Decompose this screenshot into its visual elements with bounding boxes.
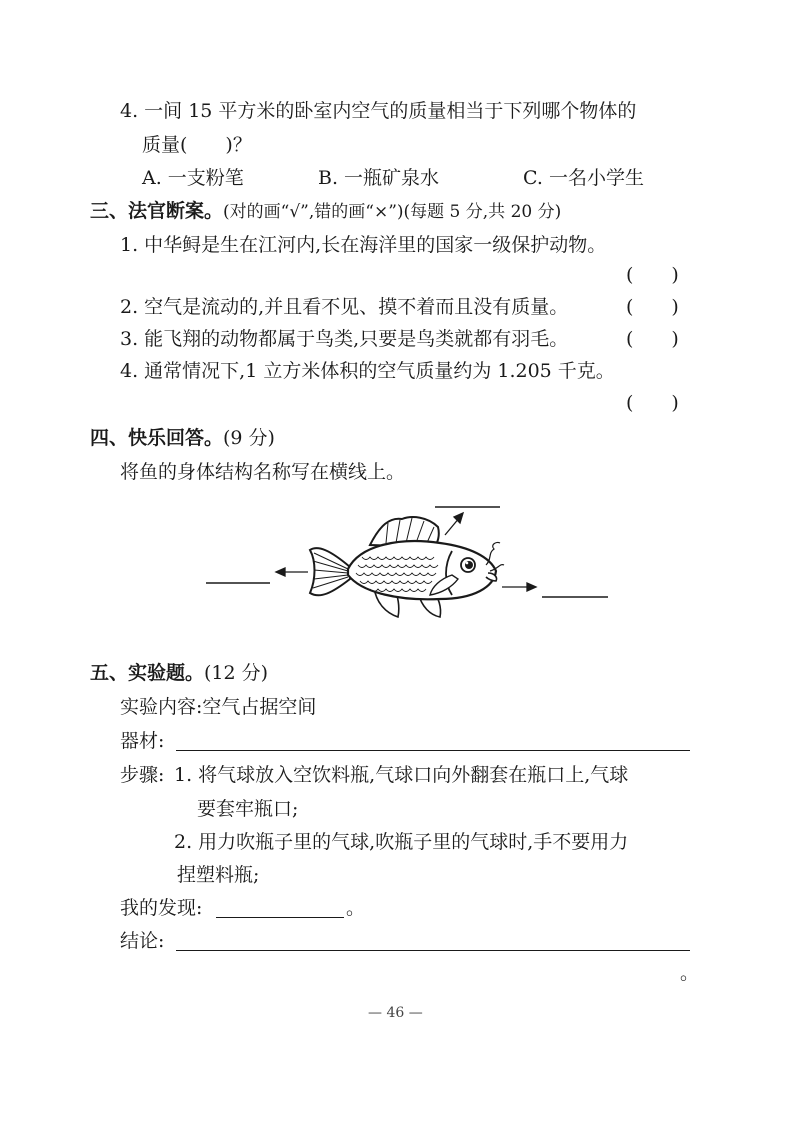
finding-end-mark: 。 (346, 897, 366, 919)
q4-option-b[interactable]: B. 一瓶矿泉水 (318, 167, 440, 189)
q4-line1: 4. 一间 15 平方米的卧室内空气的质量相当于下列哪个物体的 (120, 100, 637, 122)
materials-answer-line[interactable] (176, 750, 690, 751)
section3-item-2: 2. 空气是流动的,并且看不见、摸不着而且没有质量。 (120, 296, 569, 318)
materials-label: 器材: (120, 730, 165, 752)
q4-option-a[interactable]: A. 一支粉笔 (142, 167, 244, 189)
answer-paren-3[interactable]: ( ) (626, 328, 679, 350)
section5-score: (12 分) (204, 662, 269, 684)
section4-score: (9 分) (223, 427, 275, 449)
arrow-fin (445, 513, 463, 535)
arrow-tail (276, 568, 308, 576)
conclusion-end-mark: 。 (680, 962, 700, 984)
section5-header (90, 660, 268, 686)
section3-item-3: 3. 能飞翔的动物都属于鸟类,只要是鸟类就都有羽毛。 (120, 328, 569, 350)
section5-heading: 五、实验题。 (90, 662, 205, 684)
section4-heading: 四、快乐回答。 (90, 427, 224, 449)
step1-line-b: 要套牢瓶口; (197, 798, 299, 820)
answer-paren-1[interactable]: ( ) (626, 264, 679, 286)
step2-line-b: 捏塑料瓶; (177, 864, 260, 886)
step1-line-a: 1. 将气球放入空饮料瓶,气球口向外翻套在瓶口上,气球 (174, 764, 629, 786)
finding-label: 我的发现: (120, 897, 203, 919)
q4-line2: 质量( )？ (142, 134, 252, 156)
section4-header (90, 425, 275, 451)
finding-answer-line[interactable] (216, 917, 344, 918)
answer-paren-2[interactable]: ( ) (626, 296, 679, 318)
answer-paren-4[interactable]: ( ) (626, 392, 679, 414)
step2-line-a: 2. 用力吹瓶子里的气球,吹瓶子里的气球时,手不要用力 (174, 831, 629, 853)
section3-heading: 三、法官断案。 (90, 200, 224, 222)
section3-item-1: 1. 中华鲟是生在江河内,长在海洋里的国家一级保护动物。 (120, 234, 607, 256)
q4-option-c[interactable]: C. 一名小学生 (523, 167, 644, 189)
arrow-mouth (502, 583, 536, 591)
section3-item-4: 4. 通常情况下,1 立方米体积的空气质量约为 1.205 千克。 (120, 360, 615, 382)
section4-instruction: 将鱼的身体结构名称写在横线上。 (120, 461, 406, 483)
conclusion-label: 结论: (120, 930, 165, 952)
steps-label: 步骤: (120, 764, 165, 786)
conclusion-answer-line[interactable] (176, 950, 690, 951)
page-number: — 46 — (368, 1005, 423, 1021)
experiment-content: 实验内容:空气占据空间 (120, 696, 317, 718)
fish-diagram (190, 495, 630, 630)
section3-note: (对的画“√”,错的画“×”)(每题 5 分,共 20 分) (223, 202, 562, 222)
section3-header (90, 198, 561, 225)
